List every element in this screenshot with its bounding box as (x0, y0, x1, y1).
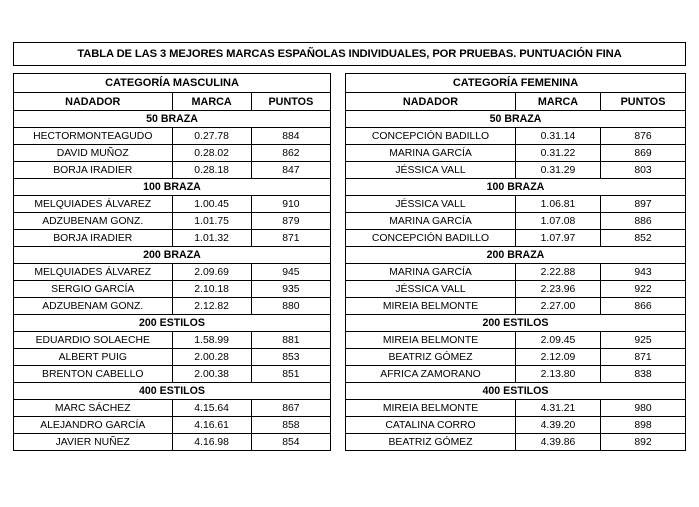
cell-marca: 2.22.88 (516, 264, 601, 281)
cell-marca: 2.00.28 (172, 349, 251, 366)
table-row (14, 366, 331, 383)
cell-nadador: MIREIA BELMONTE (346, 298, 516, 315)
cell-marca: 1.06.81 (516, 196, 601, 213)
cell-nadador: JÉSSICA VALL (346, 281, 516, 298)
cell-marca: 1.58.99 (172, 332, 251, 349)
cell-puntos: 925 (601, 332, 686, 349)
cell-nadador: CATALINA CORRO (346, 417, 516, 434)
table-row (346, 332, 686, 349)
table-row (346, 145, 686, 162)
cell-nadador: CONCEPCIÓN BADILLO (346, 128, 516, 145)
cell-marca: 2.09.69 (172, 264, 251, 281)
cell-puntos: 847 (251, 162, 330, 179)
cell-marca: 0.31.22 (516, 145, 601, 162)
cell-marca: 2.00.38 (172, 366, 251, 383)
category-heading-row (14, 74, 331, 93)
table-body-femenina (346, 74, 686, 451)
cell-puntos: 910 (251, 196, 330, 213)
cell-marca: 4.39.20 (516, 417, 601, 434)
event-heading-row (346, 179, 686, 196)
cell-puntos: 886 (601, 213, 686, 230)
table-row (14, 400, 331, 417)
table-row (346, 196, 686, 213)
cell-puntos: 838 (601, 366, 686, 383)
table-row (346, 128, 686, 145)
event-heading-row (346, 111, 686, 128)
cell-nadador: CONCEPCIÓN BADILLO (346, 230, 516, 247)
event-heading: 100 BRAZA (346, 179, 686, 196)
cell-puntos: 869 (601, 145, 686, 162)
cell-nadador: MARINA GARCÍA (346, 213, 516, 230)
event-heading: 200 BRAZA (14, 247, 331, 264)
title-table (13, 42, 686, 73)
category-heading-row (346, 74, 686, 93)
title-row (14, 43, 686, 66)
event-heading: 400 ESTILOS (14, 383, 331, 400)
cell-nadador: BEATRIZ GÓMEZ (346, 434, 516, 451)
table-row (346, 349, 686, 366)
cell-marca: 4.16.98 (172, 434, 251, 451)
cell-nadador: ADZUBENAM GONZ. (14, 298, 173, 315)
category-column-femenina (345, 73, 686, 451)
event-heading-row (14, 383, 331, 400)
table-row (14, 162, 331, 179)
title-spacer (14, 66, 686, 74)
cell-marca: 1.07.08 (516, 213, 601, 230)
cell-puntos: 854 (251, 434, 330, 451)
cell-puntos: 862 (251, 145, 330, 162)
cell-marca: 2.12.09 (516, 349, 601, 366)
table-row (346, 162, 686, 179)
cell-nadador: MELQUIADES ÁLVAREZ (14, 196, 173, 213)
column-header-puntos: PUNTOS (251, 93, 330, 111)
spacer-cell (14, 66, 686, 74)
event-heading: 100 BRAZA (14, 179, 331, 196)
cell-nadador: HECTORMONTEAGUDO (14, 128, 173, 145)
cell-marca: 4.16.61 (172, 417, 251, 434)
cell-puntos: 871 (251, 230, 330, 247)
cell-marca: 1.07.97 (516, 230, 601, 247)
category-heading-masculina: CATEGORÍA MASCULINA (14, 74, 331, 93)
cell-nadador: MARC SÁCHEZ (14, 400, 173, 417)
cell-nadador: MELQUIADES ÁLVAREZ (14, 264, 173, 281)
cell-puntos: 853 (251, 349, 330, 366)
table-row (14, 196, 331, 213)
cell-marca: 0.28.02 (172, 145, 251, 162)
table-row (14, 264, 331, 281)
event-heading-row (346, 315, 686, 332)
cell-marca: 4.31.21 (516, 400, 601, 417)
table-femenina (345, 73, 686, 451)
cell-puntos: 866 (601, 298, 686, 315)
event-heading-row (14, 315, 331, 332)
table-row (14, 145, 331, 162)
document-title: TABLA DE LAS 3 MEJORES MARCAS ESPAÑOLAS INDIVIDUALES, POR PRUEBAS. PUNTUACIÓN FINA (14, 43, 686, 66)
cell-nadador: SERGIO GARCÍA (14, 281, 173, 298)
table-row (14, 434, 331, 451)
table-body-masculina (14, 74, 331, 451)
table-row (346, 366, 686, 383)
table-row (346, 417, 686, 434)
table-row (346, 264, 686, 281)
table-row (14, 332, 331, 349)
cell-nadador: JÉSSICA VALL (346, 196, 516, 213)
cell-nadador: MARINA GARCÍA (346, 145, 516, 162)
event-heading-row (346, 383, 686, 400)
cell-marca: 0.31.29 (516, 162, 601, 179)
cell-marca: 1.01.75 (172, 213, 251, 230)
cell-puntos: 980 (601, 400, 686, 417)
category-heading-femenina: CATEGORÍA FEMENINA (346, 74, 686, 93)
column-header-puntos: PUNTOS (601, 93, 686, 111)
cell-marca: 0.28.18 (172, 162, 251, 179)
cell-puntos: 867 (251, 400, 330, 417)
table-row (346, 298, 686, 315)
table-row (346, 400, 686, 417)
cell-marca: 4.15.64 (172, 400, 251, 417)
cell-puntos: 945 (251, 264, 330, 281)
cell-marca: 1.01.32 (172, 230, 251, 247)
table-row (14, 213, 331, 230)
cell-nadador: JÉSSICA VALL (346, 162, 516, 179)
table-row (14, 298, 331, 315)
table-row (346, 230, 686, 247)
cell-puntos: 880 (251, 298, 330, 315)
cell-nadador: AFRICA ZAMORANO (346, 366, 516, 383)
cell-puntos: 881 (251, 332, 330, 349)
cell-puntos: 803 (601, 162, 686, 179)
cell-puntos: 892 (601, 434, 686, 451)
cell-nadador: JAVIER NUÑEZ (14, 434, 173, 451)
cell-puntos: 858 (251, 417, 330, 434)
cell-marca: 0.31.14 (516, 128, 601, 145)
cell-marca: 0.27.78 (172, 128, 251, 145)
cell-marca: 2.09.45 (516, 332, 601, 349)
cell-marca: 4.39.86 (516, 434, 601, 451)
cell-nadador: BORJA IRADIER (14, 230, 173, 247)
table-row (14, 230, 331, 247)
table-row (14, 281, 331, 298)
event-heading: 200 ESTILOS (14, 315, 331, 332)
cell-marca: 1.00.45 (172, 196, 251, 213)
cell-puntos: 879 (251, 213, 330, 230)
results-document (13, 42, 686, 451)
event-heading-row (14, 179, 331, 196)
category-column-masculina (13, 73, 331, 451)
event-heading: 200 ESTILOS (346, 315, 686, 332)
event-heading-row (14, 111, 331, 128)
column-header-nadador: NADADOR (14, 93, 173, 111)
table-row (14, 417, 331, 434)
table-row (346, 281, 686, 298)
cell-nadador: MIREIA BELMONTE (346, 400, 516, 417)
cell-puntos: 884 (251, 128, 330, 145)
cell-puntos: 897 (601, 196, 686, 213)
cell-nadador: DAVID MUÑOZ (14, 145, 173, 162)
cell-puntos: 871 (601, 349, 686, 366)
cell-marca: 2.13.80 (516, 366, 601, 383)
column-header-nadador: NADADOR (346, 93, 516, 111)
cell-puntos: 922 (601, 281, 686, 298)
cell-marca: 2.23.96 (516, 281, 601, 298)
cell-puntos: 898 (601, 417, 686, 434)
cell-puntos: 852 (601, 230, 686, 247)
cell-nadador: EDUARDIO SOLAECHE (14, 332, 173, 349)
table-masculina (13, 73, 331, 451)
column-header-marca: MARCA (172, 93, 251, 111)
cell-puntos: 935 (251, 281, 330, 298)
cell-nadador: ADZUBENAM GONZ. (14, 213, 173, 230)
table-row (346, 213, 686, 230)
category-columns (13, 73, 686, 451)
event-heading-row (346, 247, 686, 264)
event-heading: 200 BRAZA (346, 247, 686, 264)
table-row (14, 349, 331, 366)
cell-nadador: MARINA GARCÍA (346, 264, 516, 281)
cell-nadador: MIREIA BELMONTE (346, 332, 516, 349)
cell-puntos: 876 (601, 128, 686, 145)
cell-nadador: BRENTON CABELLO (14, 366, 173, 383)
table-row (346, 434, 686, 451)
event-heading: 400 ESTILOS (346, 383, 686, 400)
table-row (14, 128, 331, 145)
cell-nadador: BORJA IRADIER (14, 162, 173, 179)
event-heading: 50 BRAZA (346, 111, 686, 128)
cell-nadador: ALBERT PUIG (14, 349, 173, 366)
cell-marca: 2.27.00 (516, 298, 601, 315)
cell-puntos: 851 (251, 366, 330, 383)
event-heading-row (14, 247, 331, 264)
column-header-row (346, 93, 686, 111)
event-heading: 50 BRAZA (14, 111, 331, 128)
column-header-row (14, 93, 331, 111)
column-header-marca: MARCA (516, 93, 601, 111)
cell-puntos: 943 (601, 264, 686, 281)
cell-nadador: ALEJANDRO GARCÍA (14, 417, 173, 434)
cell-nadador: BEATRIZ GÓMEZ (346, 349, 516, 366)
cell-marca: 2.10.18 (172, 281, 251, 298)
cell-marca: 2.12.82 (172, 298, 251, 315)
